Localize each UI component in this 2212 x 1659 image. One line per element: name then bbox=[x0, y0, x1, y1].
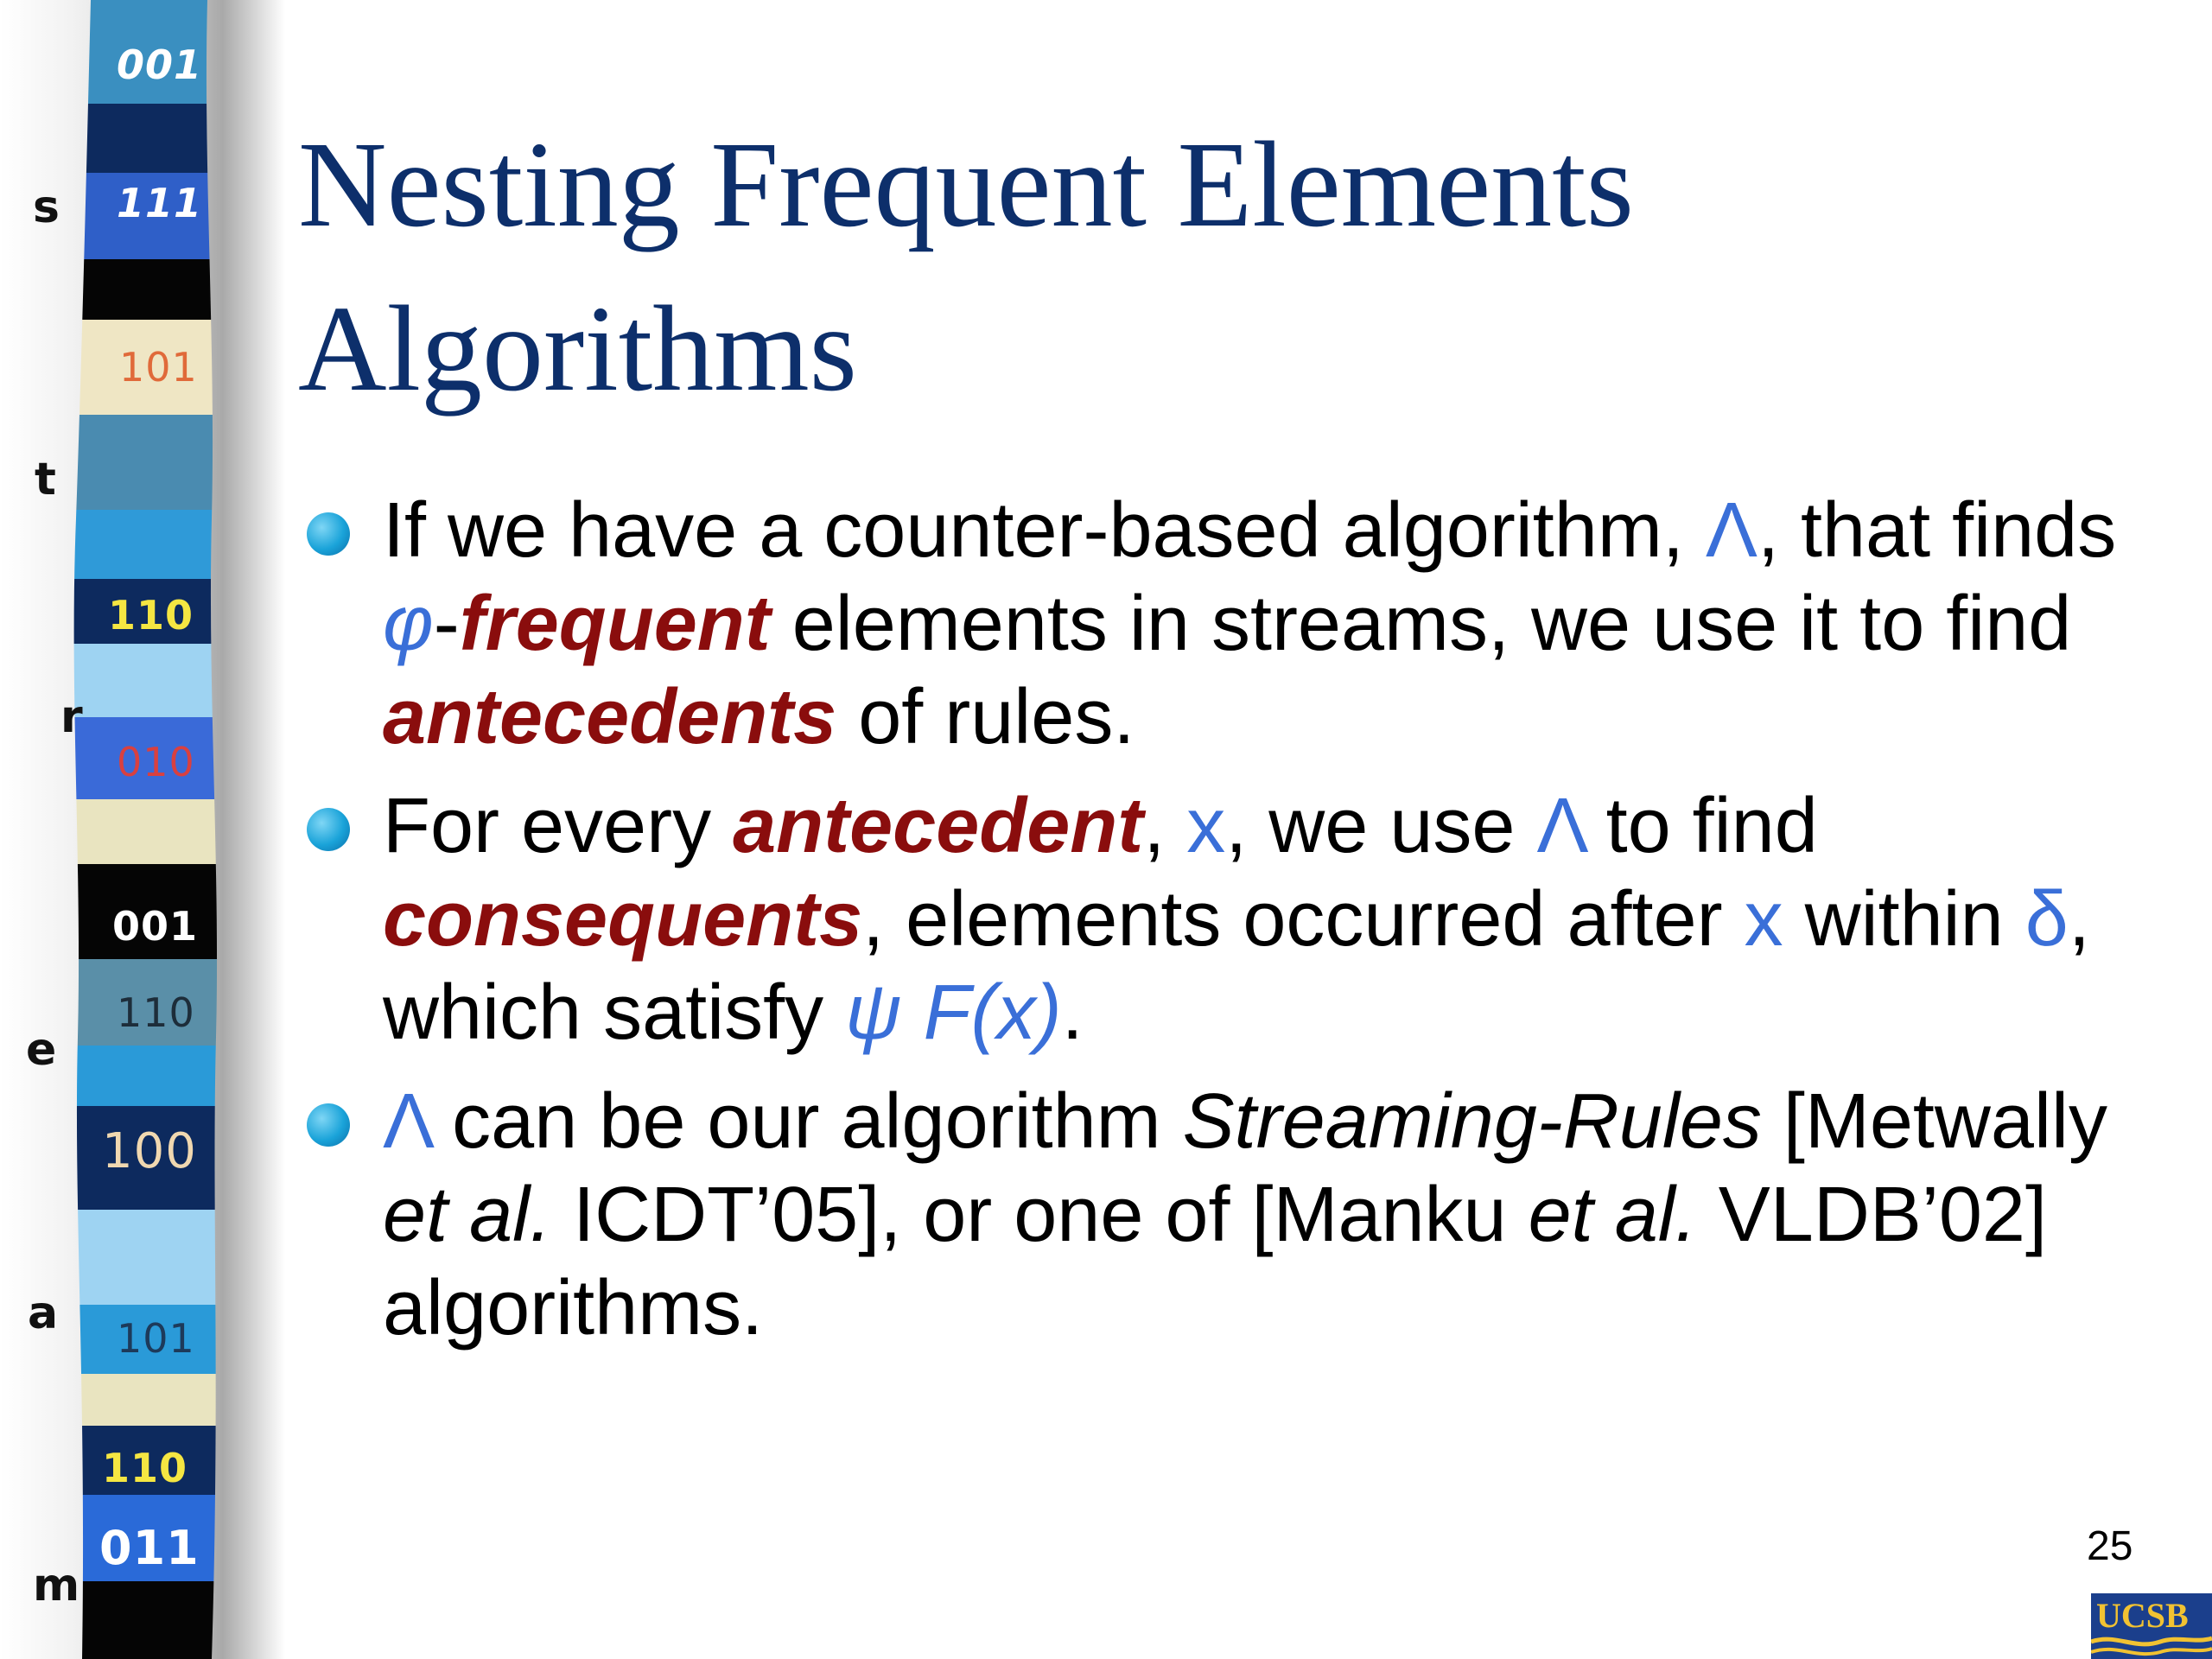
bullet-text: can be our algorithm bbox=[430, 1078, 1183, 1165]
citation-etal: et al. bbox=[1528, 1172, 1697, 1258]
bullet-dot-icon bbox=[307, 512, 350, 556]
bullet-list bbox=[307, 484, 2164, 1370]
emphasis-frequent: frequent bbox=[459, 581, 771, 667]
bullet-text: within bbox=[1783, 876, 2025, 963]
bullet-text: , elements occurred after bbox=[862, 876, 1745, 963]
symbol-delta: δ bbox=[2024, 876, 2069, 963]
symbol-lambda: Λ bbox=[383, 1078, 431, 1165]
strip-letter-r: r bbox=[60, 691, 83, 743]
bullet-text: For every bbox=[383, 783, 734, 869]
logo-wave-icon bbox=[2091, 1633, 2212, 1659]
strip-letter-t: t bbox=[35, 454, 56, 505]
bullet-text: , which satisfy bbox=[383, 876, 2090, 1056]
strip-letter-a: a bbox=[28, 1287, 59, 1339]
bullet-text: elements in streams, we use it to find bbox=[770, 581, 2072, 667]
bullet-item bbox=[307, 779, 2164, 1059]
strip-code: 101 bbox=[119, 344, 198, 391]
stream-strip-bands bbox=[0, 0, 285, 1659]
bullet-text: , we use bbox=[1225, 783, 1537, 869]
emphasis-consequents: consequents bbox=[383, 876, 863, 963]
emphasis-antecedent: antecedent bbox=[733, 783, 1144, 869]
strip-code: 110 bbox=[102, 1445, 188, 1491]
bullet-item bbox=[307, 484, 2164, 764]
strip-code: 001 bbox=[117, 41, 203, 88]
strip-letter-e: e bbox=[26, 1024, 57, 1076]
bullet-text: - bbox=[433, 581, 460, 667]
slide-title-line1: Nesting Frequent Elements bbox=[298, 116, 1634, 252]
bullet-text: VLDB’02] algorithms. bbox=[383, 1172, 2047, 1351]
stream-strip bbox=[0, 0, 285, 1659]
symbol-lambda: Λ bbox=[1536, 783, 1585, 869]
symbol-phi: φ bbox=[383, 581, 434, 667]
logo-text: UCSB bbox=[2096, 1596, 2189, 1635]
strip-code: 011 bbox=[99, 1521, 200, 1575]
citation-etal: et al. bbox=[383, 1172, 552, 1258]
symbol-x: x bbox=[1186, 783, 1226, 869]
strip-code: 110 bbox=[117, 989, 195, 1036]
bullet-text: to find bbox=[1584, 783, 1818, 869]
strip-code: 111 bbox=[117, 180, 203, 226]
page-number: 25 bbox=[2087, 1523, 2133, 1569]
symbol-psi-fx: ψ F(x) bbox=[845, 969, 1062, 1056]
ucsb-logo bbox=[2091, 1593, 2212, 1659]
symbol-lambda: Λ bbox=[1705, 487, 1758, 574]
strip-code: 110 bbox=[108, 592, 194, 639]
bullet-text: . bbox=[1061, 969, 1084, 1056]
bullet-item bbox=[307, 1075, 2164, 1355]
bullet-text: of rules. bbox=[836, 674, 1135, 760]
strip-code: 001 bbox=[112, 903, 199, 950]
strip-letter-s: s bbox=[33, 181, 60, 233]
bullet-dot-icon bbox=[307, 1103, 350, 1147]
symbol-x: x bbox=[1744, 876, 1783, 963]
bullet-text: , bbox=[1143, 783, 1187, 869]
bullet-text: If we have a counter-based algorithm, bbox=[383, 487, 1706, 574]
algorithm-name: Streaming-Rules bbox=[1182, 1078, 1762, 1165]
strip-letter-m: m bbox=[33, 1560, 80, 1611]
bullet-dot-icon bbox=[307, 808, 350, 851]
strip-code: 101 bbox=[117, 1315, 195, 1362]
bullet-text: ICDT’05], or one of [Manku bbox=[551, 1172, 1529, 1258]
emphasis-antecedents: antecedents bbox=[383, 674, 837, 760]
slide-title bbox=[298, 102, 2113, 430]
strip-code: 100 bbox=[102, 1123, 197, 1179]
bullet-text: , that finds bbox=[1757, 487, 2117, 574]
bullet-text: [Metwally bbox=[1761, 1078, 2107, 1165]
slide-title-line2: Algorithms bbox=[298, 280, 857, 416]
strip-code: 010 bbox=[117, 739, 195, 785]
